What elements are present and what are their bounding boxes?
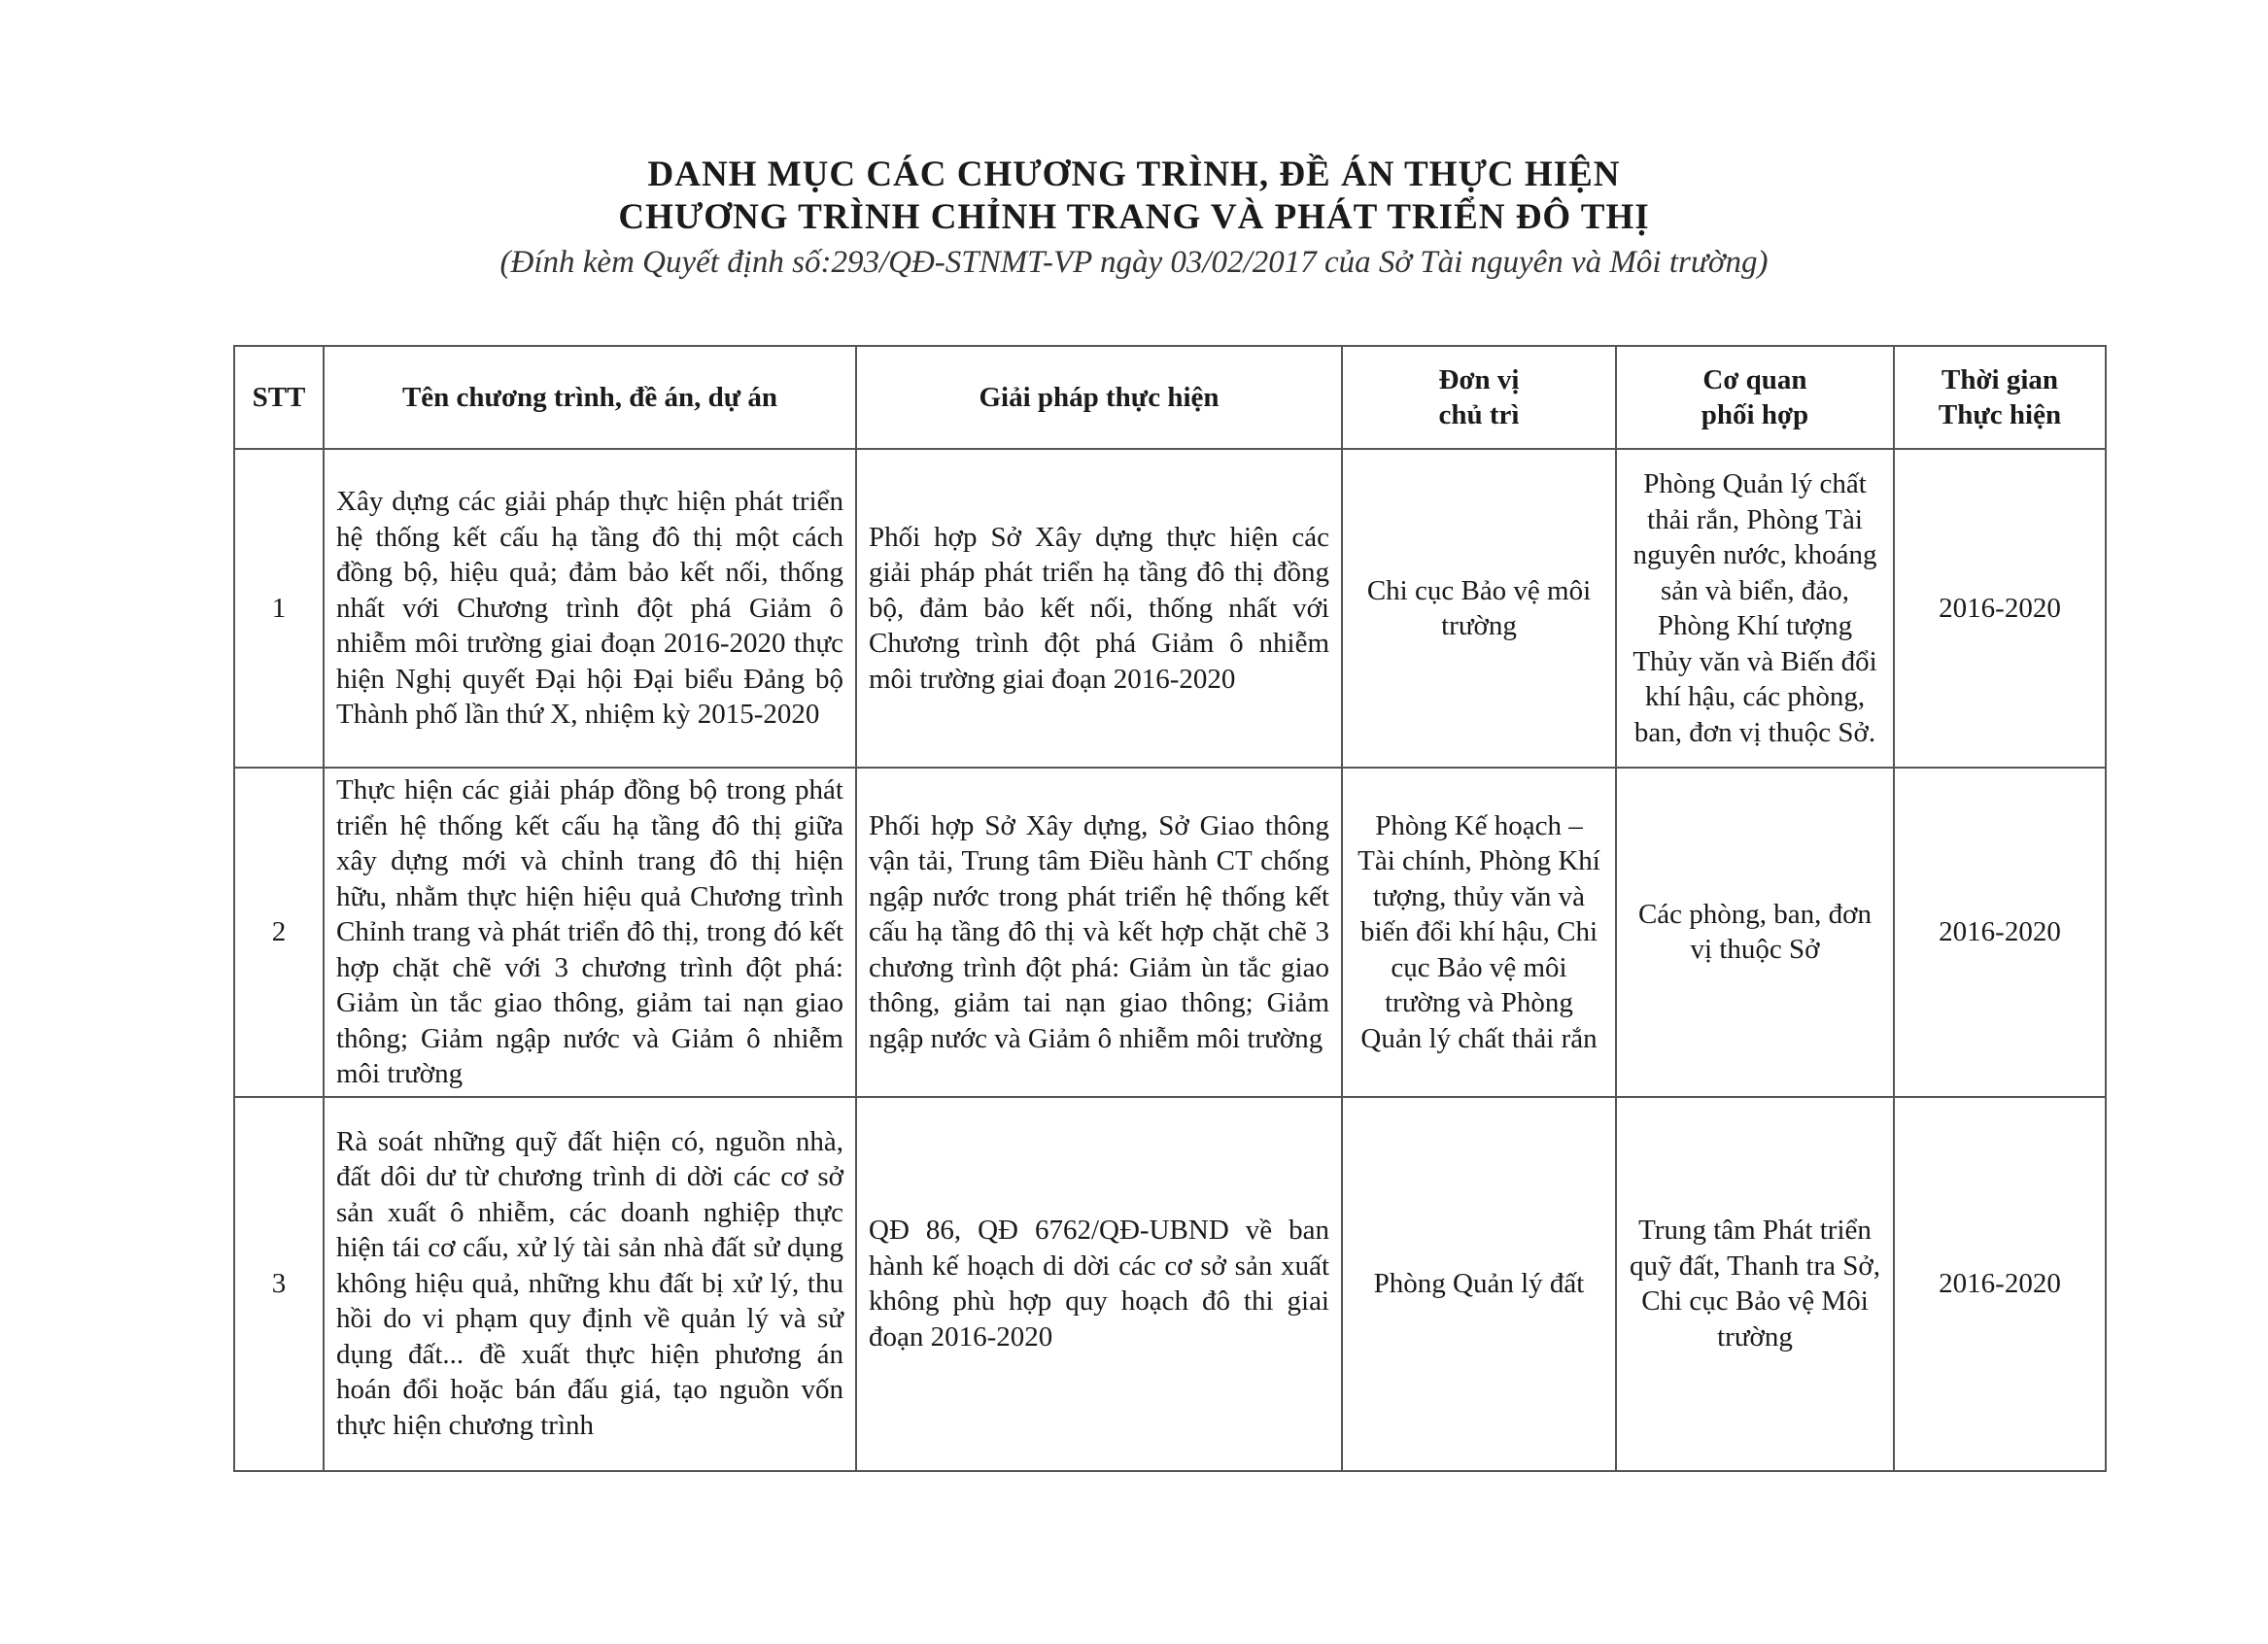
header-coop-line-1: Cơ quan [1702, 363, 1807, 395]
cell-stt: 1 [234, 449, 324, 768]
header-time [1894, 346, 2106, 449]
table-row [234, 449, 2106, 768]
header-coop-agency [1616, 346, 1894, 449]
program-table [233, 345, 2107, 1472]
header-solution: Giải pháp thực hiện [856, 346, 1342, 449]
document-subtitle: (Đính kèm Quyết định số:293/QĐ-STNMT-VP ngày 03/02/2017 của Sở Tài nguyên và Môi trường) [499, 245, 1769, 280]
header-coop-line-2: phối hợp [1701, 399, 1809, 430]
cell-stt: 3 [234, 1097, 324, 1471]
document-header [0, 154, 2268, 284]
header-time-line-1: Thời gian [1941, 363, 2059, 395]
header-stt: STT [234, 346, 324, 449]
table-row [234, 1097, 2106, 1471]
cell-lead-unit: Phòng Kế hoạch – Tài chính, Phòng Khí tượng, thủy văn và biến đổi khí hậu, Chi cục Bảo vệ môi trường và Phòng Quản lý chất thải rắn [1342, 768, 1616, 1097]
cell-name: Thực hiện các giải pháp đồng bộ trong phát triển hệ thống kết cấu hạ tầng đô thị giữa xây dựng mới và chỉnh trang đô thị hiện hữu, nhằm thực hiện hiệu quả Chương trình Chỉnh trang và phát triển đô thị, trong đó kết hợp chặt chẽ với 3 chương trình đột phá: Giảm ùn tắc giao thông, giảm tai nạn giao thông; Giảm ngập nước và Giảm ô nhiễm môi trường [324, 768, 856, 1097]
cell-time: 2016-2020 [1894, 768, 2106, 1097]
cell-name: Xây dựng các giải pháp thực hiện phát triển hệ thống kết cấu hạ tầng đô thị một cách đồng bộ, hiệu quả; đảm bảo kết nối, thống nhất với Chương trình đột phá Giảm ô nhiễm môi trường giai đoạn 2016-2020 thực hiện Nghị quyết Đại hội Đại biểu Đảng bộ Thành phố lần thứ X, nhiệm kỳ 2015-2020 [324, 449, 856, 768]
cell-coop-agency: Trung tâm Phát triển quỹ đất, Thanh tra Sở, Chi cục Bảo vệ Môi trường [1616, 1097, 1894, 1471]
header-name: Tên chương trình, đề án, dự án [324, 346, 856, 449]
cell-coop-agency: Các phòng, ban, đơn vị thuộc Sở [1616, 768, 1894, 1097]
cell-solution: QĐ 86, QĐ 6762/QĐ-UBND về ban hành kế hoạch di dời các cơ sở sản xuất không phù hợp quy hoạch đô thi giai đoạn 2016-2020 [856, 1097, 1342, 1471]
cell-lead-unit: Phòng Quản lý đất [1342, 1097, 1616, 1471]
header-lead-line-1: Đơn vị [1438, 363, 1520, 395]
cell-stt: 2 [234, 768, 324, 1097]
header-lead-line-2: chủ trì [1438, 399, 1520, 430]
header-lead-unit [1342, 346, 1616, 449]
table-header-row [234, 346, 2106, 449]
cell-name: Rà soát những quỹ đất hiện có, nguồn nhà, đất dôi dư từ chương trình di dời các cơ sở sản xuất ô nhiễm, các doanh nghiệp thực hiện tái cơ cấu, xử lý tài sản nhà đất sử dụng không hiệu quả, những khu đất bị xử lý, thu hồi do vi phạm quy định về quản lý và sử dụng đất... đề xuất thực hiện phương án hoán đổi hoặc bán đấu giá, tạo nguồn vốn thực hiện chương trình [324, 1097, 856, 1471]
cell-coop-agency: Phòng Quản lý chất thải rắn, Phòng Tài nguyên nước, khoáng sản và biển, đảo, Phòng Khí tượng Thủy văn và Biến đổi khí hậu, các phòng, ban, đơn vị thuộc Sở. [1616, 449, 1894, 768]
document-title-line-1: DANH MỤC CÁC CHƯƠNG TRÌNH, ĐỀ ÁN THỰC HIỆN [647, 154, 1621, 194]
cell-time: 2016-2020 [1894, 449, 2106, 768]
document-title-line-2: CHƯƠNG TRÌNH CHỈNH TRANG VÀ PHÁT TRIỂN ĐÔ THỊ [618, 197, 1650, 237]
cell-solution: Phối hợp Sở Xây dựng thực hiện các giải pháp phát triển hạ tầng đô thị đồng bộ, đảm bảo kết nối, thống nhất với Chương trình đột phá Giảm ô nhiễm môi trường giai đoạn 2016-2020 [856, 449, 1342, 768]
cell-solution: Phối hợp Sở Xây dựng, Sở Giao thông vận tải, Trung tâm Điều hành CT chống ngập nước trong phát triển hệ thống kết cấu hạ tầng đô thị và kết hợp chặt chẽ 3 chương trình đột phá: Giảm ùn tắc giao thông, giảm tai nạn giao thông; Giảm ngập nước và Giảm ô nhiễm môi trường [856, 768, 1342, 1097]
table-row [234, 768, 2106, 1097]
cell-time: 2016-2020 [1894, 1097, 2106, 1471]
cell-lead-unit: Chi cục Bảo vệ môi trường [1342, 449, 1616, 768]
header-time-line-2: Thực hiện [1938, 399, 2062, 430]
